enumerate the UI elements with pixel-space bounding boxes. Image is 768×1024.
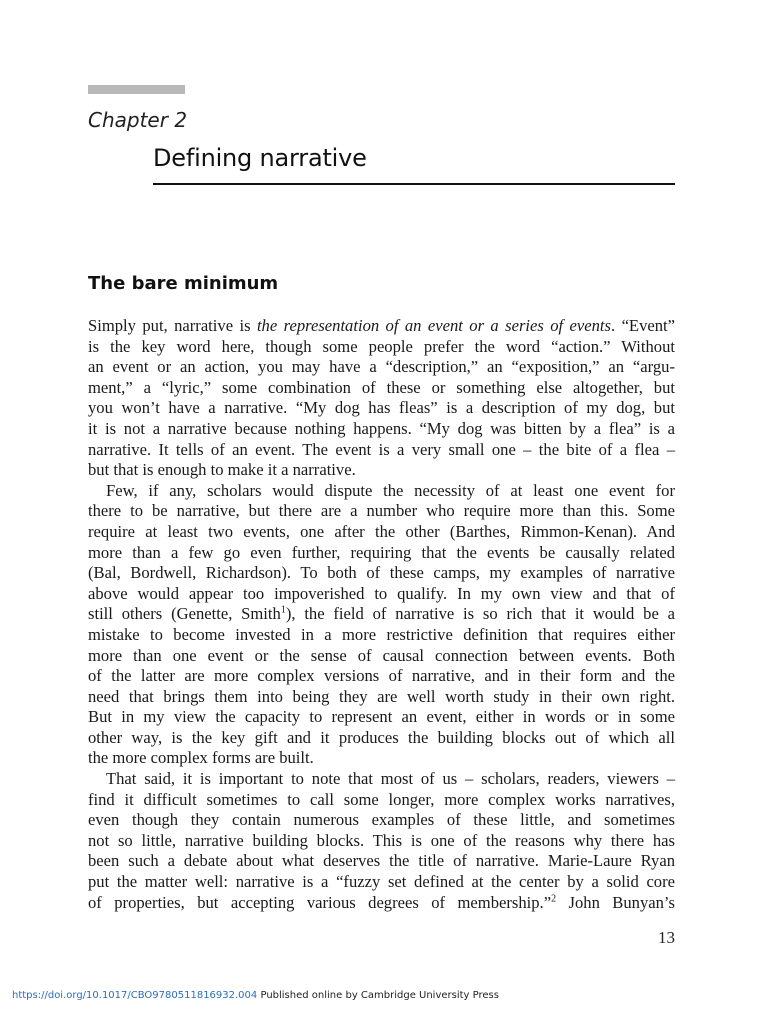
paragraph-line: you won’t have a narrative. “My dog has fleas” is a description of my dog, but <box>88 398 675 418</box>
paragraph-line: been such a debate about what deserves the title of narrative. Marie-Laure Ryan <box>88 851 675 871</box>
paragraph-line <box>88 604 675 625</box>
paragraph-line: (Bal, Bordwell, Richardson). To both of these camps, my examples of narrative <box>88 563 675 583</box>
paragraph-line: find it difficult sometimes to call some longer, more complex works narratives, <box>88 789 675 809</box>
paragraph-line: Few, if any, scholars would dispute the necessity of at least one event for <box>106 480 675 500</box>
body-text <box>88 316 675 913</box>
text-run: ), the field of narrative is so rich that it would be a <box>285 604 675 624</box>
paragraph-line: mistake to become invested in a more restrictive definition that requires either <box>88 624 675 644</box>
paragraph-line: more than a few go even further, requiring that the events be causally related <box>88 542 675 562</box>
doi-link[interactable]: https://doi.org/10.1017/CBO9780511816932.004 <box>12 990 258 1001</box>
chapter-title: Defining narrative <box>153 144 367 172</box>
paragraph-line: need that brings them into being they are well worth study in their own right. <box>88 686 675 706</box>
paragraph-line: there to be narrative, but there are a number who require more than this. Some <box>88 501 675 521</box>
paragraph-line: but that is enough to make it a narrative. <box>88 460 356 480</box>
chapter-decoration-bar <box>88 85 185 94</box>
footnote-ref[interactable]: 1 <box>280 604 286 616</box>
paragraph-line: above would appear too impoverished to qualify. In my own view and that of <box>88 583 675 603</box>
paragraph-line <box>88 893 675 914</box>
paragraph-line: more than one event or the sense of causal connection between events. Both <box>88 645 675 665</box>
footer <box>12 990 499 1001</box>
paragraph-line: But in my view the capacity to represent an event, either in words or in some <box>88 707 675 727</box>
paragraph-line: other way, is the key gift and it produces the building blocks out of which all <box>88 727 675 747</box>
paragraph-line: ment,” a “lyric,” some combination of these or something else altogether, but <box>88 377 675 397</box>
page-number: 13 <box>658 928 675 947</box>
section-heading: The bare minimum <box>88 273 279 294</box>
text-run: of properties, but accepting various degrees of membership.” <box>88 892 552 912</box>
paragraph-line: is the key word here, though some people prefer the word “action.” Without <box>88 336 675 356</box>
paragraph-line: That said, it is important to note that most of us – scholars, readers, viewers – <box>106 769 675 789</box>
text-run: John Bunyan’s <box>556 892 675 912</box>
paragraph-line: require at least two events, one after the other (Barthes, Rimmon-Kenan). And <box>88 521 675 541</box>
paragraph-line: put the matter well: narrative is a “fuzzy set defined at the center by a solid core <box>88 872 675 892</box>
text-run: still others (Genette, Smith <box>88 604 281 624</box>
paragraph-line: of the latter are more complex versions of narrative, and in their form and the <box>88 666 675 686</box>
paragraph-line: not so little, narrative building blocks. This is one of the reasons why there has <box>88 830 675 850</box>
chapter-label: Chapter 2 <box>88 108 188 132</box>
paragraph-line <box>88 316 675 337</box>
title-rule <box>153 183 675 185</box>
paragraph-line: it is not a narrative because nothing happens. “My dog was bitten by a flea” is a <box>88 418 675 438</box>
text-run: Simply put, narrative is <box>88 316 257 335</box>
paragraph-line: narrative. It tells of an event. The event is a very small one – the bite of a flea – <box>88 439 675 459</box>
paragraph-line: the more complex forms are built. <box>88 748 314 768</box>
publisher-text: Published online by Cambridge University Press <box>257 990 499 1001</box>
footnote-ref[interactable]: 2 <box>551 893 557 905</box>
paragraph-line: an event or an action, you may have a “description,” an “exposition,” an “argu- <box>88 357 675 377</box>
paragraph-line: even though they contain numerous examples of these little, and sometimes <box>88 810 675 830</box>
emphasis-text: the representation of an event or a series of events <box>256 316 612 335</box>
text-run: . “Event” <box>611 316 676 335</box>
